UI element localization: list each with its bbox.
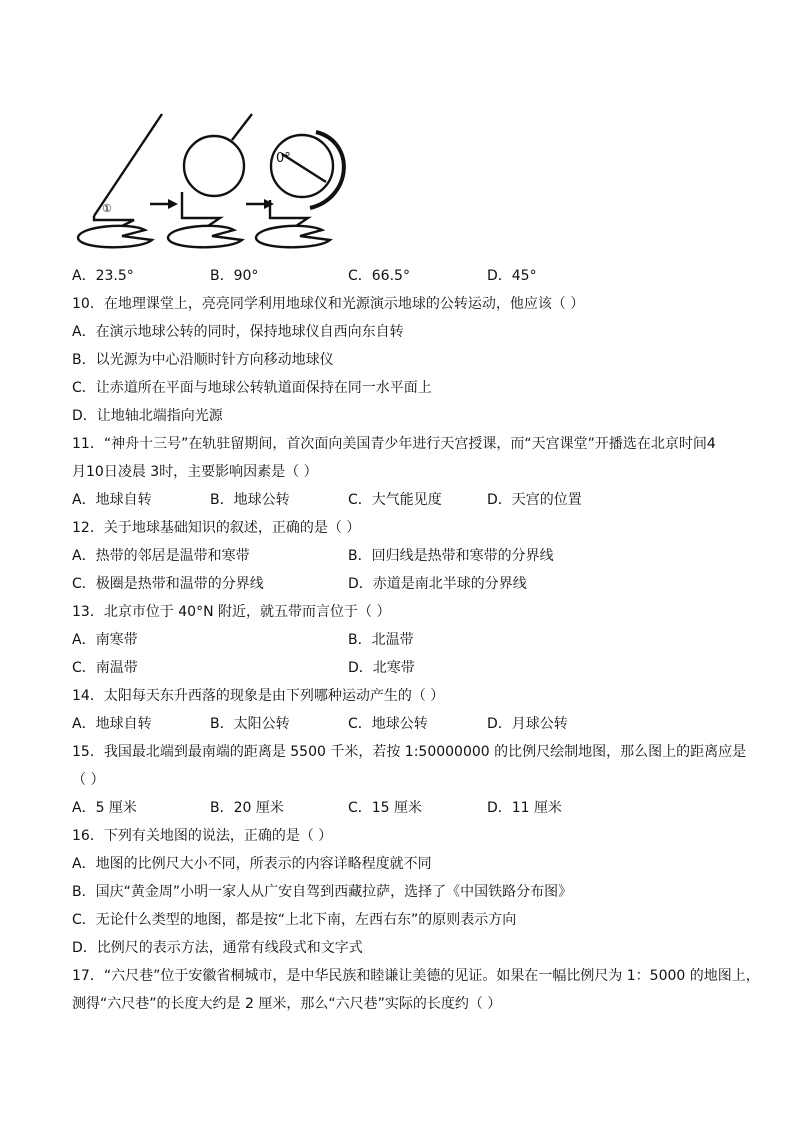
q10-option-a: A．在演示地球公转的同时，保持地球仪自西向东自转 — [72, 324, 404, 340]
stand-base-2 — [168, 226, 242, 247]
q14-option-a: A．地球自转 — [72, 716, 152, 732]
q14-option-c: C．地球公转 — [348, 716, 428, 732]
q17-stem-line1: 17．“六尺巷”位于安徽省桐城市，是中华民族和睦谦让美德的见证。如果在一幅比例尺为 1：5000 的地图上， — [72, 968, 760, 984]
q15-option-b: B．20 厘米 — [210, 800, 284, 816]
q14-stem: 14．太阳每天东升西落的现象是由下列哪种运动产生的（ ） — [72, 688, 445, 704]
q9-option-c: C．66.5° — [348, 268, 410, 284]
meridian-ring — [310, 132, 344, 208]
q10-option-d: D．让地轴北端指向光源 — [72, 408, 223, 424]
q11-option-c: C．大气能见度 — [348, 492, 442, 508]
q13-option-b: B．北温带 — [348, 632, 414, 648]
q16-option-a: A．地图的比例尺大小不同，所表示的内容详略程度就不同 — [72, 856, 432, 872]
q17-stem-line2: 测得“六尺巷”的长度大约是 2 厘米，那么“六尺巷”实际的长度约（ ） — [72, 996, 502, 1012]
arrow-icon — [168, 199, 178, 209]
q11-stem-line1: 11．“神舟十三号”在轨驻留期间，首次面向美国青少年进行天宫授课，而“天宫课堂”开播选在北京时间4 — [72, 436, 716, 452]
q13-option-a: A．南寒带 — [72, 632, 138, 648]
q9-option-d: D．45° — [487, 268, 537, 284]
globe-tilt-figure — [70, 108, 360, 256]
label-1: ① — [102, 202, 112, 215]
q12-option-b: B．回归线是热带和寒带的分界线 — [348, 548, 554, 564]
q13-option-d: D．北寒带 — [348, 660, 415, 676]
q10-stem: 10．在地理课堂上，亮亮同学利用地球仪和光源演示地球的公转运动，他应该（ ） — [72, 296, 585, 312]
globe-2 — [184, 136, 244, 196]
q9-option-b: B．90° — [210, 268, 259, 284]
q13-option-c: C．南温带 — [72, 660, 138, 676]
q12-option-c: C．极圈是热带和温带的分界线 — [72, 576, 264, 592]
q12-stem: 12．关于地球基础知识的叙述，正确的是（ ） — [72, 520, 361, 536]
q16-option-d: D．比例尺的表示方法，通常有线段式和文字式 — [72, 940, 363, 956]
q10-option-b: B．以光源为中心沿顺时针方向移动地球仪 — [72, 352, 334, 368]
q11-option-d: D．天宫的位置 — [487, 492, 582, 508]
q15-option-a: A．5 厘米 — [72, 800, 137, 816]
q11-stem-line2: 月10日凌晨 3时，主要影响因素是（ ） — [72, 464, 318, 480]
q11-option-b: B．地球公转 — [210, 492, 290, 508]
q15-option-c: C．15 厘米 — [348, 800, 423, 816]
stand-base-1 — [78, 226, 152, 247]
q13-stem: 13．北京市位于 40°N 附近，就五带而言位于（ ） — [72, 604, 391, 620]
q12-option-d: D．赤道是南北半球的分界线 — [348, 576, 527, 592]
stand-foot-1 — [94, 216, 134, 226]
stand-foot-3 — [270, 200, 308, 226]
q16-option-c: C．无论什么类型的地图，都是按“上北下南，左西右东”的原则表示方向 — [72, 912, 517, 928]
q16-stem: 16．下列有关地图的说法，正确的是（ ） — [72, 828, 333, 844]
q16-option-b: B．国庆“黄金周”小明一家人从广安自驾到西藏拉萨，选择了《中国铁路分布图》 — [72, 884, 573, 900]
q15-stem-line1: 15．我国最北端到最南端的距离是 5500 千米，若按 1:50000000 的比例尺绘制地图，那么图上的距离应是 — [72, 744, 747, 760]
q15-stem-line2: （ ） — [72, 772, 105, 788]
stand-axis-1 — [94, 114, 162, 216]
q14-option-d: D．月球公转 — [487, 716, 568, 732]
q10-option-c: C．让赤道所在平面与地球公转轨道面保持在同一水平面上 — [72, 380, 432, 396]
q12-option-a: A．热带的邻居是温带和寒带 — [72, 548, 250, 564]
stand-base-3 — [256, 226, 330, 247]
label-0deg: 0° — [276, 151, 291, 166]
q9-option-a: A．23.5° — [72, 268, 134, 284]
q14-option-b: B．太阳公转 — [210, 716, 290, 732]
q11-option-a: A．地球自转 — [72, 492, 152, 508]
q15-option-d: D．11 厘米 — [487, 800, 563, 816]
